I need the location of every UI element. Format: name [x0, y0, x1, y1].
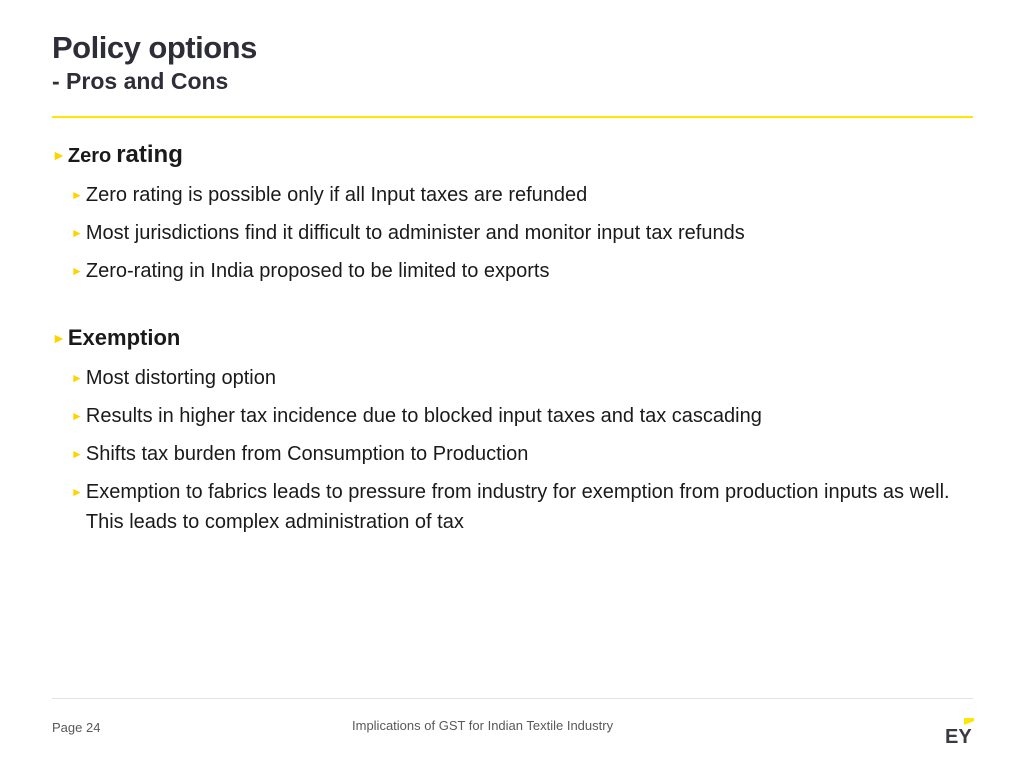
footer-divider: [52, 698, 973, 699]
ey-logo-text: EY: [945, 726, 972, 746]
heading-word: rating: [116, 141, 183, 168]
triangle-right-icon: ►: [71, 226, 83, 240]
bullet-text: Most distorting option: [85, 367, 276, 389]
triangle-right-icon: ►: [71, 188, 83, 202]
triangle-right-icon: ►: [71, 264, 83, 278]
slide-title: Policy options: [52, 30, 257, 65]
title-divider: [52, 116, 973, 118]
footer-deck-title: Implications of GST for Indian Textile Industry: [352, 718, 614, 733]
section-heading: [52, 323, 962, 355]
page-number: Page 24: [52, 720, 101, 735]
bullet-text: Most jurisdictions find it difficult to administer and monitor input tax refunds: [85, 222, 745, 244]
ey-logo-beam: [964, 718, 974, 725]
list-item: [71, 218, 962, 248]
section-exemption: [52, 323, 962, 537]
list-item: [71, 363, 962, 393]
bullet-list: [52, 363, 962, 537]
bullet-text: Shifts tax burden from Consumption to Production: [85, 443, 529, 465]
list-item: [71, 180, 962, 210]
triangle-right-icon: ►: [52, 147, 66, 163]
bullet-text: Results in higher tax incidence due to blocked input taxes and tax cascading: [85, 405, 762, 427]
bullet-text: Zero rating is possible only if all Input taxes are refunded: [85, 184, 588, 206]
bullet-text: Zero-rating in India proposed to be limited to exports: [85, 260, 550, 282]
bullet-text: Exemption to fabrics leads to pressure from industry for exemption from production inputs as well. This leads to complex administration of tax: [85, 481, 950, 533]
section-zero-rating: [52, 140, 962, 286]
triangle-right-icon: ►: [71, 447, 83, 461]
triangle-right-icon: ►: [52, 330, 66, 346]
list-item: [71, 256, 962, 286]
triangle-right-icon: ►: [71, 371, 83, 385]
heading-word: Zero: [67, 145, 112, 167]
heading-word: Exemption: [67, 325, 181, 350]
list-item: [71, 401, 962, 431]
section-heading: [52, 140, 962, 172]
list-item: [71, 439, 962, 469]
list-item: [71, 477, 962, 537]
triangle-right-icon: ►: [71, 409, 83, 423]
section-spacer: [52, 286, 962, 323]
slide-body: [52, 140, 962, 537]
slide-subtitle: - Pros and Cons: [52, 68, 229, 94]
ey-logo: [944, 718, 974, 746]
triangle-right-icon: ►: [71, 485, 83, 499]
bullet-list: [52, 180, 962, 286]
